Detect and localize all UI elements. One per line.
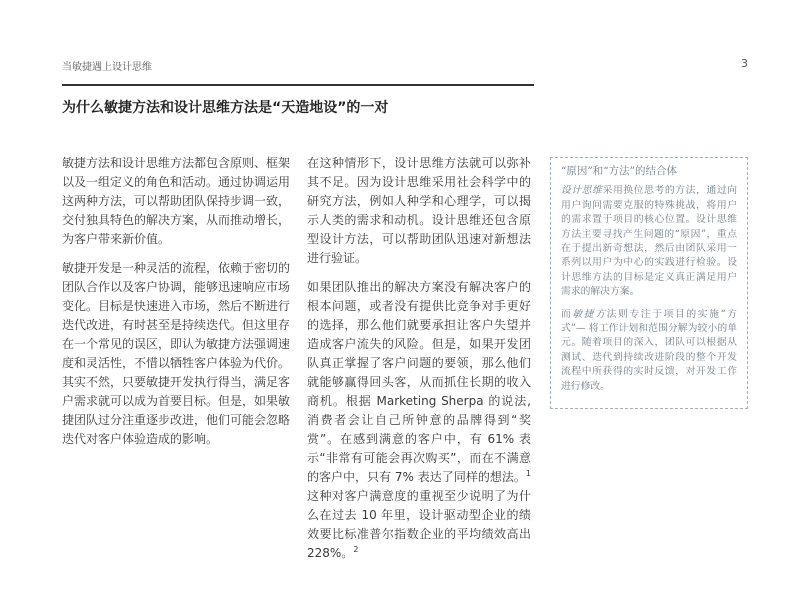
sidebar-title: “原因”和“方法”的结合体 bbox=[561, 165, 677, 177]
sidebar-paragraph-2 bbox=[561, 308, 737, 394]
footnote-ref-2[interactable]: 2 bbox=[353, 545, 359, 554]
sidebar-paragraph-2-text: 法则专注于项目的实施“方式”— 将工作计划和范围分解为较小的单元。随着项目的深入，团队可以根据从测试、迭代到持续改进阶段的整个开发流程中所获得的实时反馈，对开发工作进行修改。 bbox=[561, 308, 738, 392]
sidebar-paragraph-1 bbox=[561, 184, 737, 299]
page-number: 3 bbox=[741, 57, 748, 70]
sidebar-term-design-thinking: 设计思维 bbox=[561, 185, 603, 197]
middle-paragraph-2-continued: 这种对客户满意度的重视至少说明了为什么在过去 10 年里，设计驱动型企业的绩效要比标准普尔指数企业的平均绩效高出 228%。 bbox=[307, 489, 531, 560]
section-title: 为什么敏捷方法和设计思维方法是“天造地设”的一对 bbox=[62, 100, 389, 116]
sidebar-paragraph-2-lead: 而 bbox=[561, 308, 573, 320]
sidebar-paragraph-1-text: 采用换位思考的方法，通过向用户询问需要克服的特殊挑战，将用户的需求置于项目的核心位置。设计思维方法主要寻找产生问题的“原因”，重点在于提出新奇想法，然后由团队采用一系列以用户为中心的实践进行检验。设计思维方法的目标是定义真正满足用户需求的解决方案。 bbox=[561, 185, 738, 298]
header-divider bbox=[62, 84, 534, 86]
footnote-ref-1[interactable]: 1 bbox=[525, 469, 531, 478]
middle-paragraph-2-text: 如果团队推出的解决方案没有解决客户的根本问题，或者没有提供比竞争对手更好的选择，那么他们就要承担让客户失望并造成客户流失的风险。但是，如果开发团队真正掌握了客户问题的要领，那么他们就能够赢得回头客，从而抓住长期的收入商机。根据 Marketing Sherpa 的说法, 消费者会让自己所钟意的品牌得到“奖赏”。在感到满意的客户中，有 61% 表示“非常有可能会再次购买”，而在不满意的客户中，只有 7% 表达了同样的想法。 bbox=[307, 280, 531, 484]
sidebar-callout bbox=[550, 157, 748, 409]
running-header: 当敏捷遇上设计思维 bbox=[62, 62, 152, 73]
middle-column bbox=[307, 154, 531, 573]
left-paragraph-2: 敏捷开发是一种灵活的流程，依赖于密切的团队合作以及客户协调，能够迅速响应市场变化。目标是快速进入市场，然后不断进行迭代改进，有时甚至是持续迭代。但这里存在一个常见的误区，即认为敏捷方法强调速度和灵活性，不惜以牺牲客户体验为代价。其实不然，只要敏捷开发执行得当，满足客户需求就可以成为首要目标。但是，如果敏捷团队过分注重逐步改进，他们可能会忽略迭代对客户体验造成的影响。 bbox=[62, 261, 291, 446]
left-column bbox=[62, 154, 290, 459]
middle-paragraph-2 bbox=[307, 278, 531, 563]
sidebar-term-agile: 敏捷方 bbox=[572, 308, 607, 320]
middle-paragraph-1: 在这种情形下，设计思维方法就可以弥补其不足。因为设计思维采用社会科学中的研究方法，例如人种学和心理学，可以揭示人类的需求和动机。设计思维还包含原型设计方法，可以帮助团队迅速对新想法进行验证。 bbox=[307, 156, 531, 265]
left-paragraph-1: 敏捷方法和设计思维方法都包含原则、框架以及一组定义的角色和活动。通过协调运用这两种方法，可以帮助团队保持步调一致，交付独具特色的解决方案，从而推动增长，为客户带来新价值。 bbox=[62, 156, 291, 246]
